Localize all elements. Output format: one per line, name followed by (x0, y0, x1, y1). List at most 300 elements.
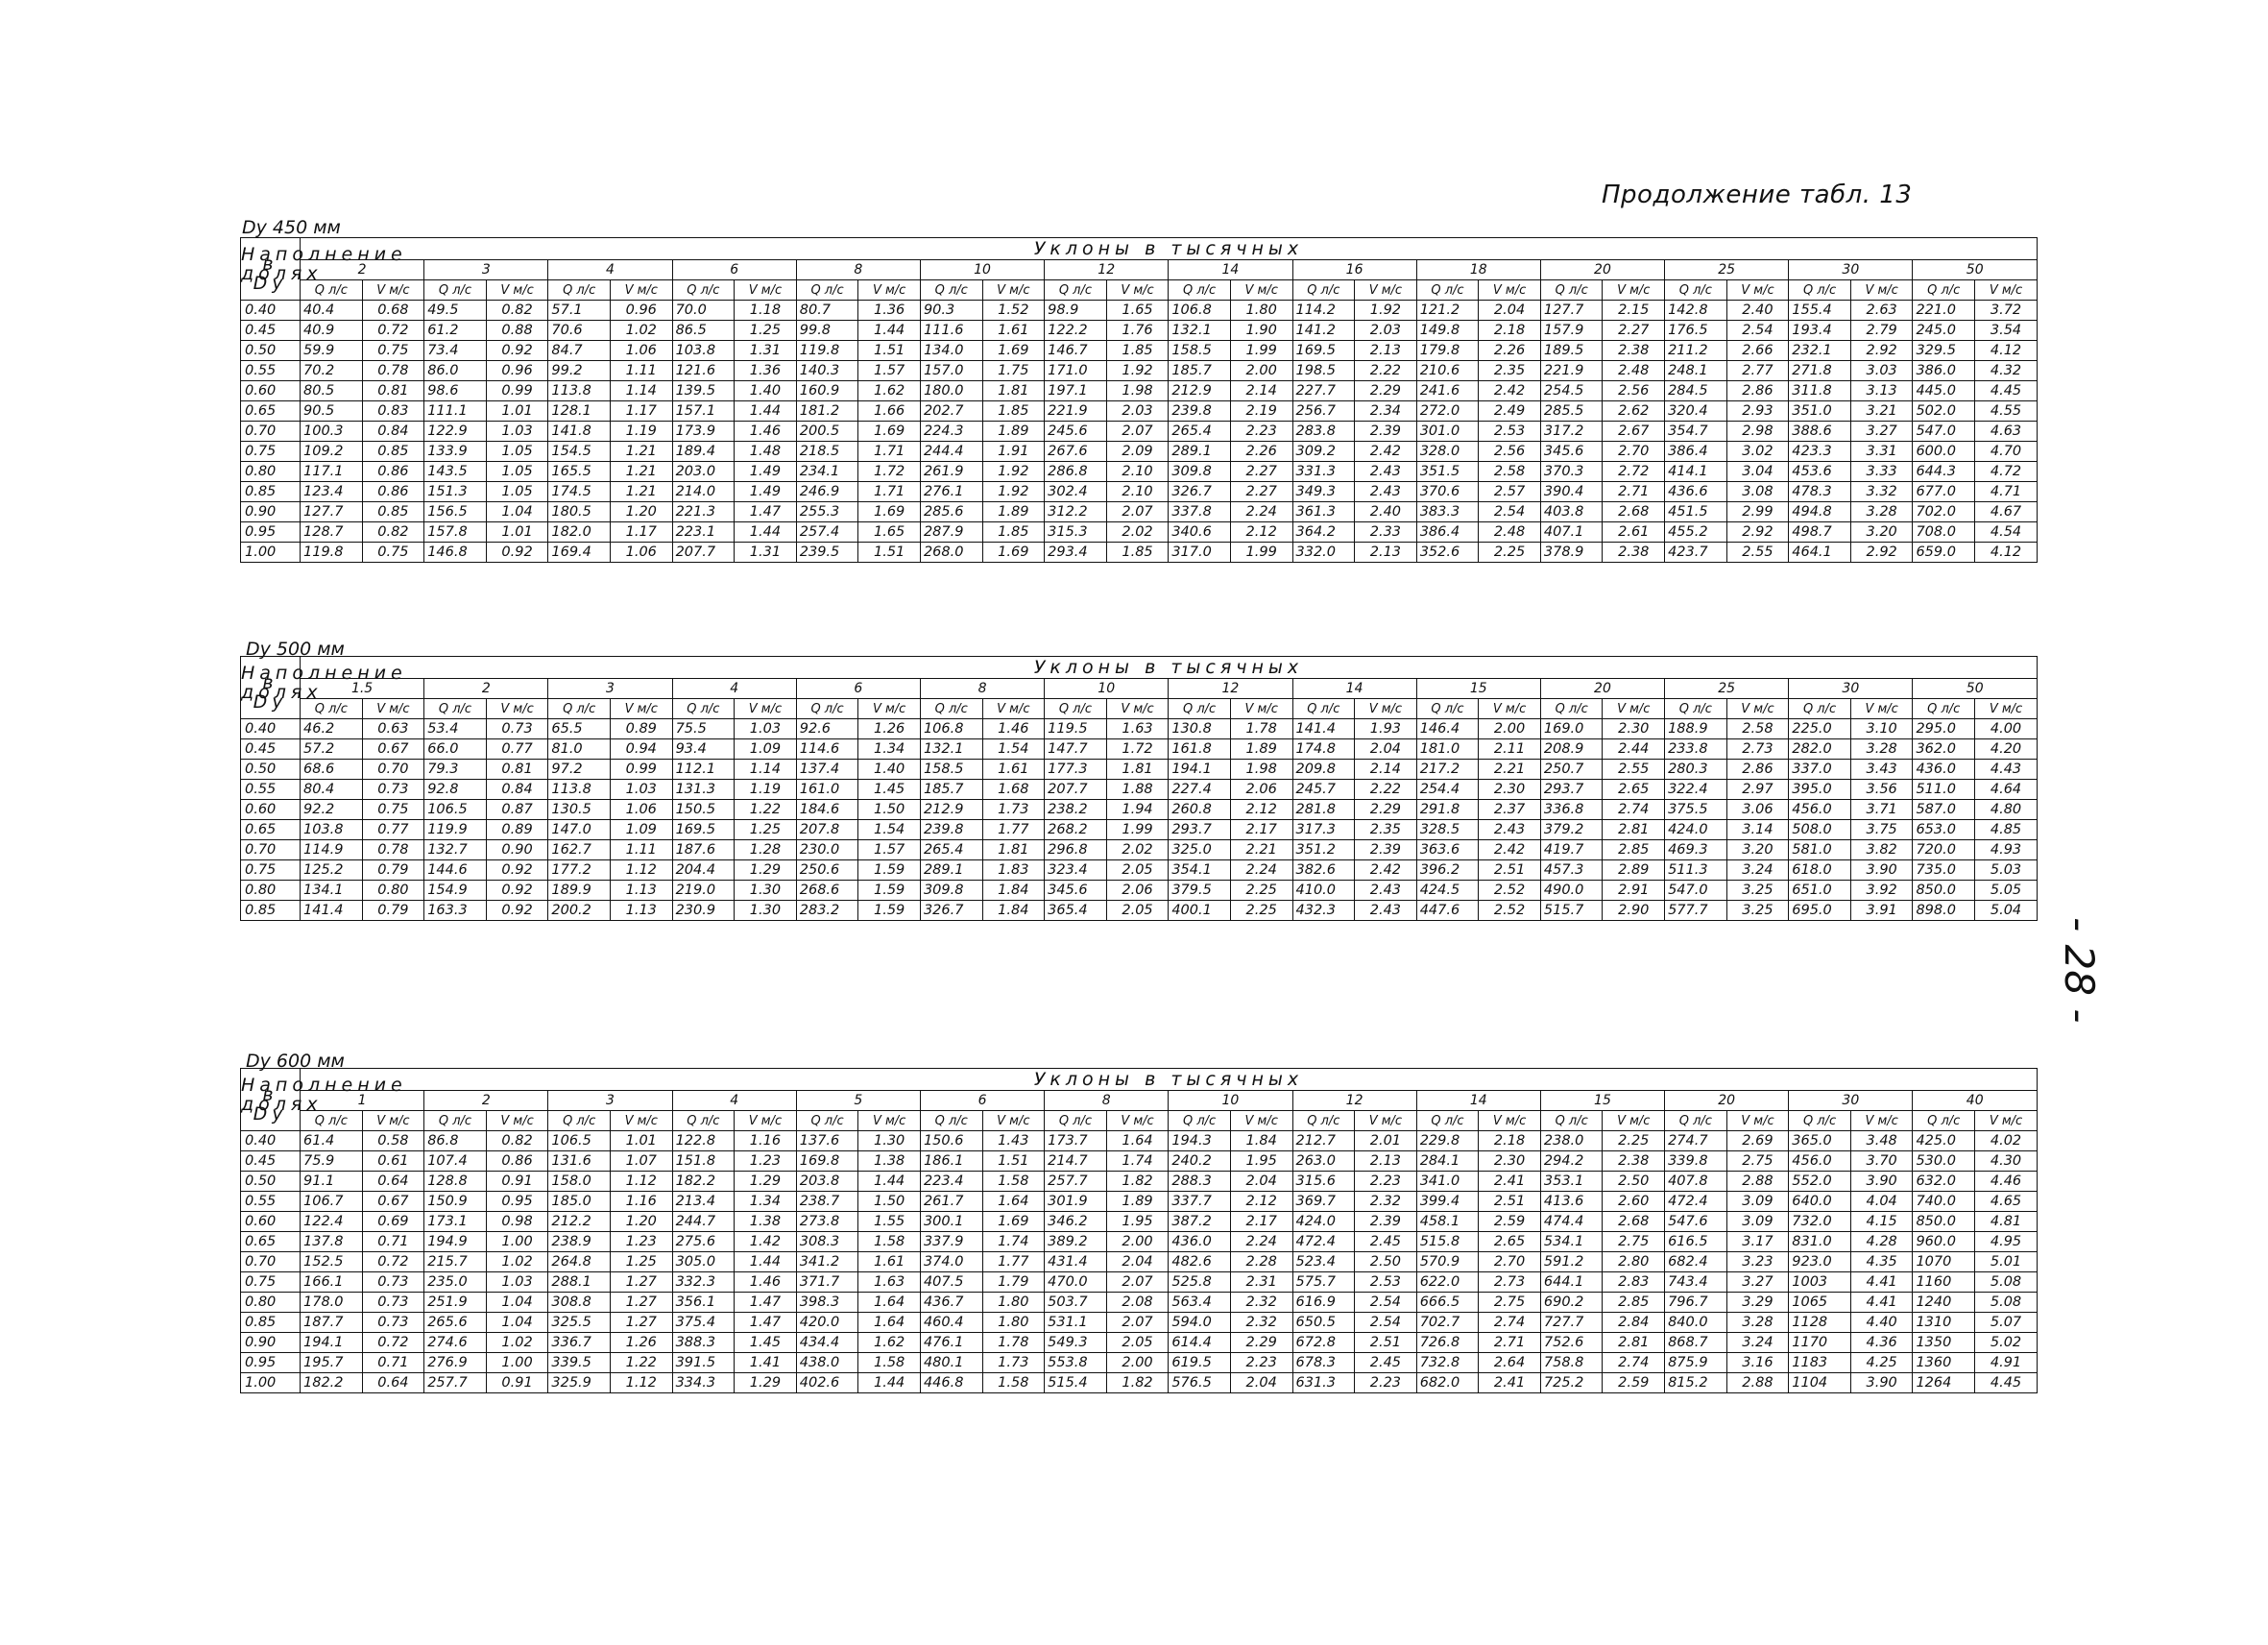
slope-header: 4 (672, 679, 796, 699)
flow-rate-cell: 212.7 (1292, 1131, 1355, 1151)
velocity-cell: 1.38 (735, 1212, 797, 1232)
flow-rate-cell: 121.6 (672, 361, 735, 381)
velocity-cell: 1.29 (735, 1172, 797, 1192)
flow-rate-cell: 254.4 (1416, 780, 1479, 800)
velocity-cell: 4.04 (1850, 1192, 1913, 1212)
velocity-cell: 0.73 (362, 1293, 424, 1313)
filling-value: 0.70 (241, 422, 301, 442)
velocity-cell: 2.48 (1603, 361, 1665, 381)
velocity-cell: 2.44 (1603, 739, 1665, 760)
velocity-cell: 2.19 (1230, 401, 1292, 422)
flow-rate-cell: 482.6 (1169, 1252, 1231, 1272)
v-header: V м/с (1975, 699, 2038, 719)
flow-rate-cell: 446.8 (920, 1373, 982, 1393)
flow-rate-cell: 386.4 (1416, 522, 1479, 543)
velocity-cell: 3.04 (1726, 462, 1789, 482)
flow-rate-cell: 301.9 (1045, 1192, 1107, 1212)
flow-rate-cell: 436.0 (1913, 760, 1975, 780)
velocity-cell: 2.75 (1479, 1293, 1541, 1313)
velocity-cell: 2.99 (1726, 502, 1789, 522)
flow-rate-cell: 391.5 (672, 1353, 735, 1373)
table-row (241, 881, 2038, 901)
velocity-cell: 0.84 (486, 780, 548, 800)
flow-rate-cell: 570.9 (1416, 1252, 1479, 1272)
velocity-cell: 5.02 (1975, 1333, 2038, 1353)
velocity-cell: 1.16 (735, 1131, 797, 1151)
flow-rate-cell: 245.0 (1913, 321, 1975, 341)
velocity-cell: 2.14 (1355, 760, 1417, 780)
velocity-cell: 3.82 (1850, 840, 1913, 860)
flow-rate-cell: 137.4 (796, 760, 858, 780)
velocity-cell: 1.99 (1106, 820, 1169, 840)
flow-rate-cell: 207.8 (796, 820, 858, 840)
filling-value: 1.00 (241, 543, 301, 563)
flow-rate-cell: 256.7 (1292, 401, 1355, 422)
flow-rate-cell: 261.9 (920, 462, 982, 482)
velocity-cell: 1.52 (982, 301, 1045, 321)
table-row (241, 780, 2038, 800)
velocity-cell: 1.63 (1106, 719, 1169, 739)
flow-rate-cell: 90.5 (301, 401, 363, 422)
velocity-cell: 5.01 (1975, 1252, 2038, 1272)
flow-rate-cell: 81.0 (548, 739, 611, 760)
velocity-cell: 1.85 (982, 522, 1045, 543)
velocity-cell: 1.89 (982, 502, 1045, 522)
flow-rate-cell: 239.5 (796, 543, 858, 563)
flow-rate-cell: 476.1 (920, 1333, 982, 1353)
flow-rate-cell: 309.8 (920, 881, 982, 901)
velocity-cell: 1.14 (735, 760, 797, 780)
flow-rate-cell: 702.0 (1913, 502, 1975, 522)
velocity-cell: 0.92 (486, 543, 548, 563)
velocity-cell: 2.35 (1479, 361, 1541, 381)
table-row (241, 739, 2038, 760)
v-header: V м/с (1603, 699, 1665, 719)
velocity-cell: 2.54 (1355, 1313, 1417, 1333)
velocity-cell: 2.73 (1479, 1272, 1541, 1293)
velocity-cell: 2.10 (1106, 482, 1169, 502)
flow-rate-cell: 419.7 (1540, 840, 1603, 860)
velocity-cell: 2.33 (1355, 522, 1417, 543)
velocity-cell: 2.38 (1603, 1151, 1665, 1172)
flow-rate-cell: 708.0 (1913, 522, 1975, 543)
velocity-cell: 5.08 (1975, 1293, 2038, 1313)
q-header: Q л/с (796, 1111, 858, 1131)
velocity-cell: 2.00 (1106, 1232, 1169, 1252)
flow-rate-cell: 260.8 (1169, 800, 1231, 820)
velocity-cell: 3.24 (1726, 1333, 1789, 1353)
velocity-cell: 4.67 (1975, 502, 2038, 522)
velocity-cell: 2.61 (1603, 522, 1665, 543)
flow-rate-cell: 59.9 (301, 341, 363, 361)
velocity-cell: 2.70 (1479, 1252, 1541, 1272)
velocity-cell: 2.06 (1230, 780, 1292, 800)
diameter-label-450: Dу 450 мм (242, 217, 341, 238)
flow-rate-cell: 840.0 (1665, 1313, 1727, 1333)
velocity-cell: 2.63 (1850, 301, 1913, 321)
table-row (241, 1373, 2038, 1393)
flow-rate-cell: 752.6 (1540, 1333, 1603, 1353)
q-header: Q л/с (1045, 280, 1107, 301)
flow-rate-cell: 92.2 (301, 800, 363, 820)
velocity-cell: 0.82 (362, 522, 424, 543)
page-number: - 28 - (2056, 917, 2103, 1024)
flow-rate-cell: 127.7 (1540, 301, 1603, 321)
velocity-cell: 2.53 (1355, 1272, 1417, 1293)
flow-rate-cell: 619.5 (1169, 1353, 1231, 1373)
flow-rate-cell: 123.4 (301, 482, 363, 502)
filling-value: 0.85 (241, 482, 301, 502)
flow-rate-cell: 134.0 (920, 341, 982, 361)
flow-rate-cell: 106.8 (920, 719, 982, 739)
velocity-cell: 1.46 (735, 1272, 797, 1293)
filling-value: 0.45 (241, 739, 301, 760)
velocity-cell: 2.28 (1230, 1252, 1292, 1272)
velocity-cell: 0.73 (362, 1272, 424, 1293)
v-header: V м/с (735, 280, 797, 301)
velocity-cell: 1.69 (982, 341, 1045, 361)
velocity-cell: 1.14 (610, 381, 672, 401)
v-header: V м/с (858, 280, 921, 301)
flow-rate-cell: 103.8 (301, 820, 363, 840)
flow-rate-cell: 70.2 (301, 361, 363, 381)
flow-rate-cell: 117.1 (301, 462, 363, 482)
velocity-cell: 1.92 (1355, 301, 1417, 321)
flow-rate-cell: 332.3 (672, 1272, 735, 1293)
flow-rate-cell: 265.4 (1169, 422, 1231, 442)
velocity-cell: 4.32 (1975, 361, 2038, 381)
velocity-cell: 3.17 (1726, 1232, 1789, 1252)
velocity-cell: 2.79 (1850, 321, 1913, 341)
flow-rate-cell: 142.8 (1665, 301, 1727, 321)
flow-rate-cell: 178.0 (301, 1293, 363, 1313)
slope-header: 12 (1292, 1091, 1416, 1111)
table-row (241, 1172, 2038, 1192)
velocity-cell: 1.47 (735, 1313, 797, 1333)
flow-rate-cell: 284.1 (1416, 1151, 1479, 1172)
slope-header: 6 (796, 679, 920, 699)
velocity-cell: 0.72 (362, 1252, 424, 1272)
flow-rate-cell: 151.3 (424, 482, 487, 502)
flow-rate-cell: 1360 (1913, 1353, 1975, 1373)
flow-rate-cell: 317.0 (1169, 543, 1231, 563)
flow-table-500 (240, 656, 2038, 921)
velocity-cell: 2.29 (1355, 381, 1417, 401)
slope-header: 14 (1292, 679, 1416, 699)
velocity-cell: 1.69 (982, 1212, 1045, 1232)
flow-rate-cell: 336.7 (548, 1333, 611, 1353)
filling-value: 0.95 (241, 1353, 301, 1373)
velocity-cell: 1.69 (982, 543, 1045, 563)
velocity-cell: 0.72 (362, 321, 424, 341)
flow-rate-cell: 1350 (1913, 1333, 1975, 1353)
v-header: V м/с (1850, 699, 1913, 719)
flow-rate-cell: 547.0 (1913, 422, 1975, 442)
velocity-cell: 3.14 (1726, 820, 1789, 840)
velocity-cell: 2.25 (1479, 543, 1541, 563)
velocity-cell: 2.02 (1106, 840, 1169, 860)
flow-rate-cell: 257.7 (424, 1373, 487, 1393)
flow-rate-cell: 317.2 (1540, 422, 1603, 442)
flow-rate-cell: 114.6 (796, 739, 858, 760)
flow-rate-cell: 364.2 (1292, 522, 1355, 543)
table-row (241, 422, 2038, 442)
flow-rate-cell: 161.8 (1169, 739, 1231, 760)
v-header: V м/с (1603, 1111, 1665, 1131)
velocity-cell: 2.92 (1850, 543, 1913, 563)
flow-rate-cell: 103.8 (672, 341, 735, 361)
velocity-cell: 2.23 (1230, 1353, 1292, 1373)
velocity-cell: 2.18 (1479, 1131, 1541, 1151)
velocity-cell: 1.40 (858, 760, 921, 780)
flow-rate-cell: 86.5 (672, 321, 735, 341)
slope-header: 14 (1416, 1091, 1540, 1111)
q-header: Q л/с (1665, 280, 1727, 301)
v-header: V м/с (1106, 280, 1169, 301)
flow-rate-cell: 109.2 (301, 442, 363, 462)
flow-rate-cell: 221.0 (1913, 301, 1975, 321)
velocity-cell: 1.44 (858, 321, 921, 341)
velocity-cell: 3.20 (1850, 522, 1913, 543)
flow-rate-cell: 438.0 (796, 1353, 858, 1373)
velocity-cell: 1.83 (982, 860, 1045, 881)
velocity-cell: 0.84 (362, 422, 424, 442)
flow-rate-cell: 267.6 (1045, 442, 1107, 462)
flow-rate-cell: 399.4 (1416, 1192, 1479, 1212)
velocity-cell: 2.89 (1603, 860, 1665, 881)
flow-rate-cell: 157.0 (920, 361, 982, 381)
flow-rate-cell: 224.3 (920, 422, 982, 442)
flow-rate-cell: 400.1 (1169, 901, 1231, 921)
v-header: V м/с (362, 280, 424, 301)
flow-rate-cell: 286.8 (1045, 462, 1107, 482)
v-header: V м/с (486, 280, 548, 301)
velocity-cell: 0.89 (486, 820, 548, 840)
velocity-cell: 2.97 (1726, 780, 1789, 800)
flow-rate-cell: 337.8 (1169, 502, 1231, 522)
velocity-cell: 1.02 (610, 321, 672, 341)
table-row (241, 1131, 2038, 1151)
velocity-cell: 0.99 (486, 381, 548, 401)
velocity-cell: 2.32 (1230, 1313, 1292, 1333)
flow-rate-cell: 563.4 (1169, 1293, 1231, 1313)
filling-header: Наполнение в долях Dу (241, 238, 301, 301)
velocity-cell: 0.77 (486, 739, 548, 760)
velocity-cell: 2.29 (1355, 800, 1417, 820)
flow-rate-cell: 395.0 (1789, 780, 1851, 800)
velocity-cell: 2.51 (1355, 1333, 1417, 1353)
velocity-cell: 2.43 (1355, 881, 1417, 901)
velocity-cell: 0.82 (486, 1131, 548, 1151)
velocity-cell: 1.98 (1230, 760, 1292, 780)
flow-rate-cell: 150.6 (920, 1131, 982, 1151)
flow-rate-cell: 378.9 (1540, 543, 1603, 563)
velocity-cell: 1.59 (858, 881, 921, 901)
velocity-cell: 0.81 (486, 760, 548, 780)
velocity-cell: 2.52 (1479, 901, 1541, 921)
flow-rate-cell: 547.6 (1665, 1212, 1727, 1232)
velocity-cell: 0.81 (362, 381, 424, 401)
flow-rate-cell: 451.5 (1665, 502, 1727, 522)
filling-value: 0.95 (241, 522, 301, 543)
flow-rate-cell: 305.0 (672, 1252, 735, 1272)
velocity-cell: 3.06 (1726, 800, 1789, 820)
flow-rate-cell: 144.6 (424, 860, 487, 881)
velocity-cell: 1.45 (858, 780, 921, 800)
velocity-cell: 1.42 (735, 1232, 797, 1252)
flow-rate-cell: 122.8 (672, 1131, 735, 1151)
flow-rate-cell: 154.5 (548, 442, 611, 462)
velocity-cell: 1.89 (982, 422, 1045, 442)
slope-header: 50 (1913, 679, 2038, 699)
q-header: Q л/с (1913, 699, 1975, 719)
slope-header: 5 (796, 1091, 920, 1111)
velocity-cell: 0.64 (362, 1373, 424, 1393)
velocity-cell: 2.55 (1603, 760, 1665, 780)
flow-rate-cell: 223.1 (672, 522, 735, 543)
flow-rate-cell: 436.6 (1665, 482, 1727, 502)
flow-rate-cell: 100.3 (301, 422, 363, 442)
velocity-cell: 1.07 (610, 1151, 672, 1172)
flow-rate-cell: 40.9 (301, 321, 363, 341)
v-header: V м/с (982, 699, 1045, 719)
velocity-cell: 1.45 (735, 1333, 797, 1353)
flow-rate-cell: 212.2 (548, 1212, 611, 1232)
velocity-cell: 1.11 (610, 361, 672, 381)
v-header: V м/с (1726, 280, 1789, 301)
velocity-cell: 1.80 (1230, 301, 1292, 321)
velocity-cell: 2.05 (1106, 901, 1169, 921)
flow-rate-cell: 383.3 (1416, 502, 1479, 522)
velocity-cell: 1.06 (610, 341, 672, 361)
flow-rate-cell: 225.0 (1789, 719, 1851, 739)
flow-rate-cell: 93.4 (672, 739, 735, 760)
table-row (241, 1151, 2038, 1172)
flow-table-600 (240, 1068, 2038, 1393)
q-header: Q л/с (1292, 1111, 1355, 1131)
v-header: V м/с (735, 1111, 797, 1131)
flow-rate-cell: 79.3 (424, 760, 487, 780)
velocity-cell: 3.10 (1850, 719, 1913, 739)
velocity-cell: 1.99 (1230, 543, 1292, 563)
velocity-cell: 4.28 (1850, 1232, 1913, 1252)
velocity-cell: 1.92 (982, 462, 1045, 482)
flow-rate-cell: 361.3 (1292, 502, 1355, 522)
velocity-cell: 3.90 (1850, 1172, 1913, 1192)
velocity-cell: 2.30 (1479, 780, 1541, 800)
flow-rate-cell: 287.9 (920, 522, 982, 543)
velocity-cell: 4.85 (1975, 820, 2038, 840)
velocity-cell: 1.44 (858, 1172, 921, 1192)
flow-rate-cell: 46.2 (301, 719, 363, 739)
flow-rate-cell: 369.7 (1292, 1192, 1355, 1212)
flow-rate-cell: 143.5 (424, 462, 487, 482)
velocity-cell: 1.76 (1106, 321, 1169, 341)
flow-rate-cell: 182.0 (548, 522, 611, 543)
velocity-cell: 5.04 (1975, 901, 2038, 921)
flow-rate-cell: 365.0 (1789, 1131, 1851, 1151)
velocity-cell: 4.25 (1850, 1353, 1913, 1373)
flow-rate-cell: 472.4 (1665, 1192, 1727, 1212)
velocity-cell: 4.45 (1975, 381, 2038, 401)
velocity-cell: 1.27 (610, 1313, 672, 1333)
flow-rate-cell: 106.5 (548, 1131, 611, 1151)
flow-rate-cell: 163.3 (424, 901, 487, 921)
velocity-cell: 0.69 (362, 1212, 424, 1232)
flow-rate-cell: 531.1 (1045, 1313, 1107, 1333)
velocity-cell: 4.64 (1975, 780, 2038, 800)
flow-rate-cell: 288.1 (548, 1272, 611, 1293)
q-header: Q л/с (301, 699, 363, 719)
velocity-cell: 2.25 (1603, 1131, 1665, 1151)
flow-rate-cell: 345.6 (1540, 442, 1603, 462)
velocity-cell: 2.27 (1230, 482, 1292, 502)
flow-rate-cell: 114.9 (301, 840, 363, 860)
velocity-cell: 1.01 (486, 522, 548, 543)
velocity-cell: 4.43 (1975, 760, 2038, 780)
velocity-cell: 1.11 (610, 840, 672, 860)
flow-rate-cell: 75.5 (672, 719, 735, 739)
velocity-cell: 1.23 (735, 1151, 797, 1172)
velocity-cell: 1.26 (610, 1333, 672, 1353)
flow-rate-cell: 250.6 (796, 860, 858, 881)
velocity-cell: 1.02 (486, 1333, 548, 1353)
velocity-cell: 1.59 (858, 860, 921, 881)
velocity-cell: 2.30 (1603, 719, 1665, 739)
slope-header: 40 (1913, 1091, 2038, 1111)
table-row (241, 1293, 2038, 1313)
velocity-cell: 1.01 (610, 1131, 672, 1151)
flow-rate-cell: 185.7 (1169, 361, 1231, 381)
velocity-cell: 4.12 (1975, 341, 2038, 361)
velocity-cell: 2.26 (1230, 442, 1292, 462)
flow-rate-cell: 285.6 (920, 502, 982, 522)
flow-rate-cell: 494.8 (1789, 502, 1851, 522)
flow-rate-cell: 214.0 (672, 482, 735, 502)
velocity-cell: 1.82 (1106, 1172, 1169, 1192)
velocity-cell: 2.98 (1726, 422, 1789, 442)
velocity-cell: 1.05 (486, 482, 548, 502)
flow-rate-cell: 594.0 (1169, 1313, 1231, 1333)
table-row (241, 1232, 2038, 1252)
velocity-cell: 1.57 (858, 840, 921, 860)
flow-rate-cell: 251.9 (424, 1293, 487, 1313)
flow-rate-cell: 244.7 (672, 1212, 735, 1232)
flow-rate-cell: 651.0 (1789, 881, 1851, 901)
q-header: Q л/с (1665, 1111, 1727, 1131)
flow-rate-cell: 732.8 (1416, 1353, 1479, 1373)
flow-rate-cell: 169.4 (548, 543, 611, 563)
velocity-cell: 0.64 (362, 1172, 424, 1192)
flow-rate-cell: 186.1 (920, 1151, 982, 1172)
table-row (241, 840, 2038, 860)
flow-rate-cell: 203.0 (672, 462, 735, 482)
velocity-cell: 4.65 (1975, 1192, 2038, 1212)
velocity-cell: 2.85 (1603, 1293, 1665, 1313)
flow-rate-cell: 98.9 (1045, 301, 1107, 321)
velocity-cell: 1.27 (610, 1272, 672, 1293)
velocity-cell: 2.80 (1603, 1252, 1665, 1272)
q-header: Q л/с (1913, 280, 1975, 301)
velocity-cell: 2.84 (1603, 1313, 1665, 1333)
q-header: Q л/с (1789, 1111, 1851, 1131)
flow-rate-cell: 169.5 (672, 820, 735, 840)
flow-rate-cell: 525.8 (1169, 1272, 1231, 1293)
velocity-cell: 5.05 (1975, 881, 2038, 901)
flow-rate-cell: 70.6 (548, 321, 611, 341)
velocity-cell: 2.40 (1726, 301, 1789, 321)
flow-rate-cell: 677.0 (1913, 482, 1975, 502)
